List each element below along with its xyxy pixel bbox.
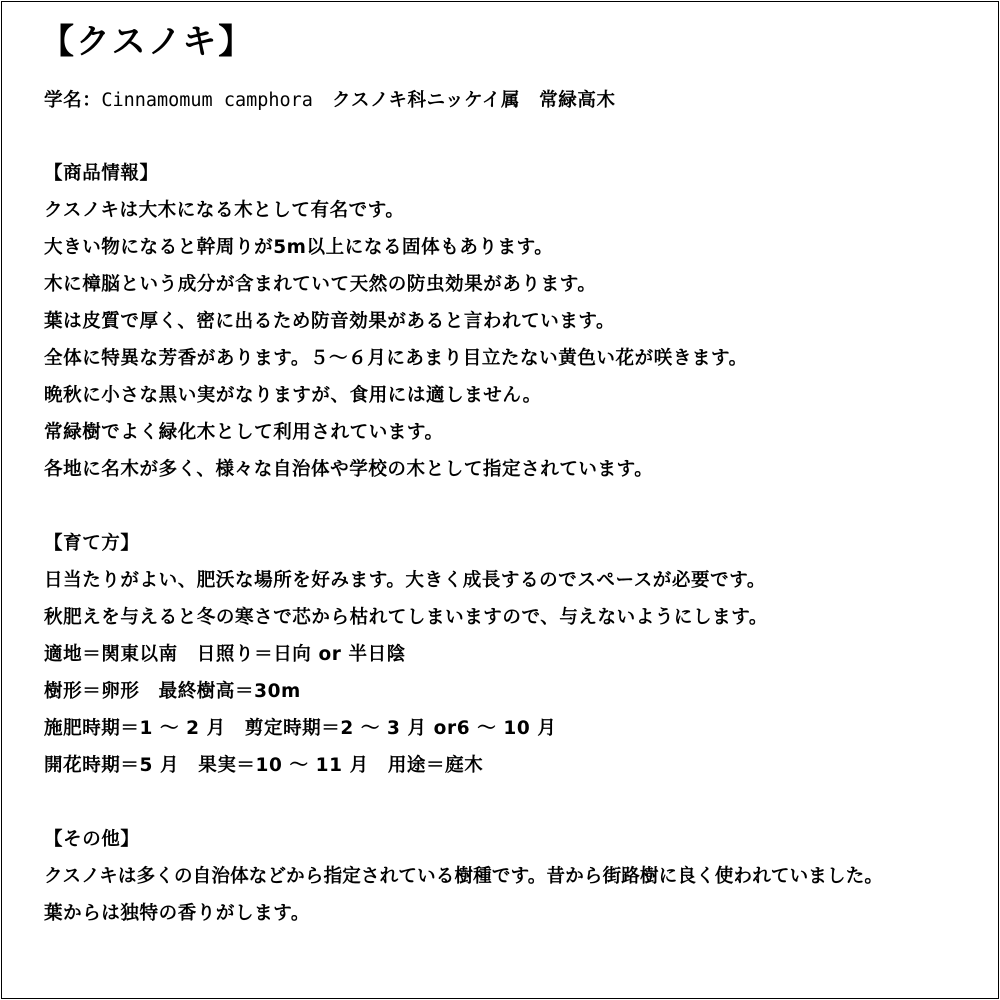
other-line: 葉からは独特の香りがします。 xyxy=(44,903,310,924)
info-line: 常緑樹でよく緑化木として利用されています。 xyxy=(44,422,444,443)
care-line: 樹形＝卵形 最終樹高＝30m xyxy=(44,681,301,702)
other-line: クスノキは多くの自治体などから指定されている樹種です。昔から街路樹に良く使われていました。 xyxy=(44,866,884,887)
page-frame xyxy=(1,1,999,999)
care-line: 日当たりがよい、肥沃な場所を好みます。大きく成長するのでスペースが必要です。 xyxy=(44,570,766,591)
info-line: 木に樟脳という成分が含まれていて天然の防虫効果があります。 xyxy=(44,274,597,295)
info-line: クスノキは大木になる木として有名です。 xyxy=(44,200,405,221)
care-heading: 【育て方】 xyxy=(44,533,140,554)
scientific-name-line xyxy=(44,87,616,115)
info-heading: 【商品情報】 xyxy=(44,163,159,184)
page-title: 【クスノキ】 xyxy=(40,22,255,62)
care-line: 施肥時期＝1 ～ 2 月 剪定時期＝2 ～ 3 月 or6 ～ 10 月 xyxy=(44,718,557,739)
care-line: 適地＝関東以南 日照り＝日向 or 半日陰 xyxy=(44,644,406,665)
care-line: 開花時期＝5 月 果実＝10 ～ 11 月 用途＝庭木 xyxy=(44,755,484,776)
scientific-name-prefix: 学名： xyxy=(44,90,102,111)
other-heading: 【その他】 xyxy=(44,829,140,850)
scientific-name-classification: クスノキ科ニッケイ属 常緑高木 xyxy=(312,90,616,111)
info-line: 大きい物になると幹周りが5m以上になる固体もあります。 xyxy=(44,237,554,258)
care-line: 秋肥えを与えると冬の寒さで芯から枯れてしまいますので、与えないようにします。 xyxy=(44,607,768,628)
info-line: 各地に名木が多く、様々な自治体や学校の木として指定されています。 xyxy=(44,459,654,480)
info-line: 葉は皮質で厚く、密に出るため防音効果があると言われています。 xyxy=(44,311,616,332)
info-line: 全体に特異な芳香があります。５～６月にあまり目立たない黄色い花が咲きます。 xyxy=(44,348,748,369)
scientific-name-latin: Cinnamomum camphora xyxy=(101,90,313,111)
info-line: 晩秋に小さな黒い実がなりますが、食用には適しません。 xyxy=(44,385,542,406)
